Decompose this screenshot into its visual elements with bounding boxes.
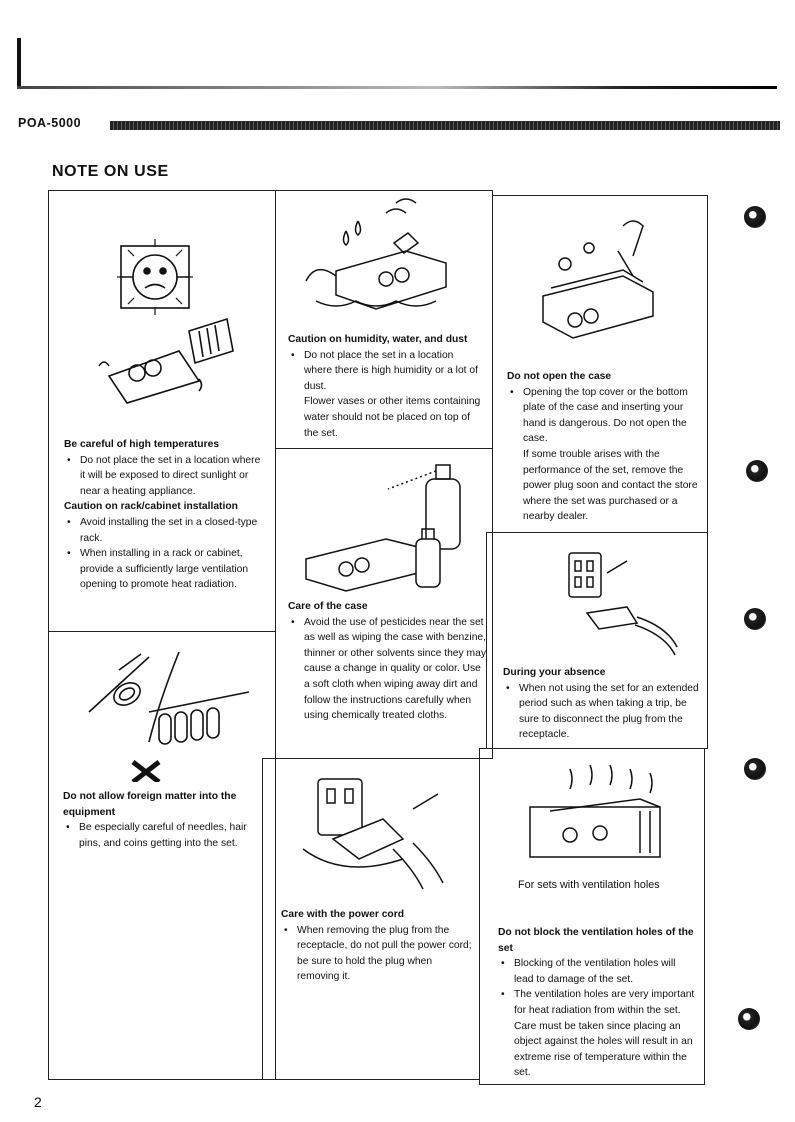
foreign-title: Do not allow foreign matter into the equipment bbox=[63, 791, 237, 818]
open-case-text bbox=[507, 369, 703, 525]
care-case-title: Care of the case bbox=[288, 601, 368, 612]
spray-illustration bbox=[276, 449, 492, 599]
foreign-bullet: • Be especially careful of needles, hair pins, and coins getting into the set. bbox=[63, 820, 263, 851]
power-cord-bullet: • When removing the plug from the receptacle, do not pull the power cord; be sure to hold the plug when removing it. bbox=[281, 923, 473, 985]
page-number: 2 bbox=[34, 1094, 42, 1110]
panel-power-cord bbox=[262, 758, 480, 1080]
open-case-para: If some trouble arises with the performance of the set, remove the power plug soon and contact the store where the set was purchased or a nearby dealer. bbox=[523, 448, 698, 523]
open-case-bullet: • Opening the top cover or the bottom plate of the case and inserting your hand is dangerous. Do not open the case. bbox=[507, 385, 703, 447]
absence-text bbox=[503, 665, 703, 743]
absence-title: During your absence bbox=[503, 667, 606, 678]
high-temp-text bbox=[64, 437, 264, 593]
panel-absence bbox=[486, 532, 708, 749]
unplug-illustration bbox=[487, 533, 707, 663]
care-case-text bbox=[288, 599, 486, 724]
frame-corner-line bbox=[17, 38, 21, 88]
rack-bullet-2: • When installing in a rack or cabinet, provide a sufficiently large ventilation opening to promote heat radiation. bbox=[64, 546, 264, 593]
ventilation-caption: For sets with ventilation holes bbox=[518, 879, 660, 891]
model-label: POA-5000 bbox=[18, 116, 82, 130]
high-temp-bullet: • Do not place the set in a location where it will be exposed to direct sunlight or near a heating appliance. bbox=[64, 453, 264, 500]
frame-top-rule bbox=[17, 86, 777, 89]
model-rule bbox=[110, 121, 780, 130]
open-case-title: Do not open the case bbox=[507, 371, 612, 382]
power-cord-text bbox=[281, 907, 473, 985]
panel-foreign-matter bbox=[48, 631, 276, 1080]
rack-bullet-1: • Avoid installing the set in a closed-type rack. bbox=[64, 515, 264, 546]
ventilation-bullet-2: • The ventilation holes are very important for heat radiation from within the set. Care must be taken since placing an object against the holes will result in an extreme rise of temperature within the set. bbox=[498, 987, 696, 1081]
humidity-para: Flower vases or other items containing water should not be placed on top of the set. bbox=[304, 396, 481, 439]
ventilation-bullet-1: • Blocking of the ventilation holes will lead to damage of the set. bbox=[498, 956, 696, 987]
high-temp-title: Be careful of high temperatures bbox=[64, 439, 220, 450]
sun-heater-illustration bbox=[49, 191, 275, 431]
panel-high-temperature bbox=[48, 190, 276, 632]
foreign-matter-text bbox=[63, 789, 263, 851]
ventilation-title: Do not block the ventilation holes of the set bbox=[498, 927, 694, 954]
humidity-bullet: • Do not place the set in a location where there is high humidity or a lot of dust. bbox=[288, 348, 484, 395]
power-cord-illustration bbox=[263, 759, 479, 899]
open-case-illustration bbox=[493, 196, 707, 356]
humidity-title: Caution on humidity, water, and dust bbox=[288, 334, 468, 345]
absence-bullet: • When not using the set for an extended period such as when taking a trip, be sure to disconnect the plug from the receptacle. bbox=[503, 681, 703, 743]
panel-ventilation bbox=[479, 748, 705, 1085]
rack-title: Caution on rack/cabinet installation bbox=[64, 501, 238, 513]
ventilation-text bbox=[498, 925, 696, 1081]
panel-open-case bbox=[492, 195, 708, 533]
section-title: NOTE ON USE bbox=[52, 163, 169, 180]
care-case-bullet: • Avoid the use of pesticides near the set as well as wiping the case with benzine, thinner or other solvents since they may cause a change in quality or color. Use a soft cloth when wiping away dirt and follow the instructions carefully when using chemically treated cloths. bbox=[288, 615, 486, 724]
foreign-matter-illustration bbox=[49, 632, 275, 782]
binder-hole-icon bbox=[744, 608, 766, 630]
humidity-text bbox=[288, 332, 484, 441]
humidity-illustration bbox=[276, 191, 492, 331]
binder-hole-icon bbox=[738, 1008, 760, 1030]
ventilation-illustration bbox=[480, 749, 704, 869]
binder-hole-icon bbox=[744, 206, 766, 228]
binder-hole-icon bbox=[744, 758, 766, 780]
power-cord-title: Care with the power cord bbox=[281, 909, 405, 920]
binder-hole-icon bbox=[746, 460, 768, 482]
panel-humidity bbox=[275, 190, 493, 449]
panel-care-case bbox=[275, 448, 493, 759]
